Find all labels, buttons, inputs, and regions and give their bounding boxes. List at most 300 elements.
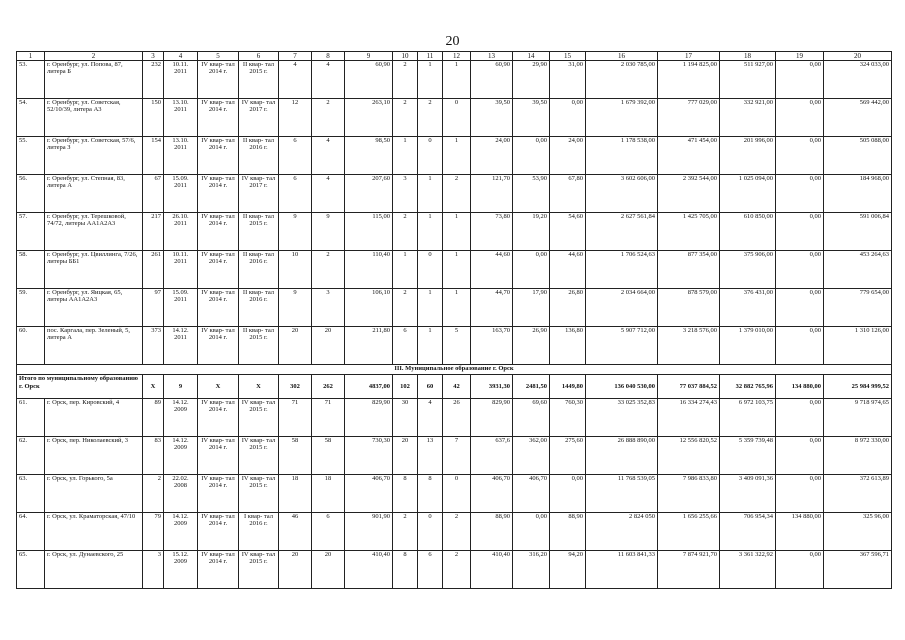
- value-cell: 150: [143, 99, 164, 137]
- value-cell: 58: [312, 437, 345, 475]
- value-cell: IV квар- тал 2014 г.: [198, 289, 239, 327]
- column-number-cell: 10: [393, 52, 418, 61]
- value-cell: 33 025 352,83: [586, 399, 658, 437]
- value-cell: 0,00: [776, 99, 824, 137]
- value-cell: IV квар- тал 2014 г.: [198, 327, 239, 365]
- value-cell: 26,90: [513, 327, 550, 365]
- value-cell: 20: [312, 327, 345, 365]
- value-cell: 15.09. 2011: [164, 175, 198, 213]
- value-cell: 67,80: [550, 175, 586, 213]
- value-cell: 471 454,00: [658, 137, 720, 175]
- value-cell: 0,00: [776, 289, 824, 327]
- address-cell: г. Орск, пер. Кировский, 4: [45, 399, 143, 437]
- value-cell: 22.02. 2008: [164, 475, 198, 513]
- value-cell: 1 025 094,00: [720, 175, 776, 213]
- value-cell: 44,60: [550, 251, 586, 289]
- value-cell: 7: [443, 437, 471, 475]
- value-cell: 0: [443, 99, 471, 137]
- total-value-cell: 25 984 999,52: [824, 375, 892, 399]
- value-cell: 3 361 322,92: [720, 551, 776, 589]
- table-row: [17, 175, 892, 213]
- total-value-cell: 9: [164, 375, 198, 399]
- total-value-cell: 102: [393, 375, 418, 399]
- value-cell: 505 088,00: [824, 137, 892, 175]
- value-cell: 2: [312, 251, 345, 289]
- page-number: 20: [445, 34, 460, 49]
- value-cell: 1: [443, 289, 471, 327]
- value-cell: 5: [443, 327, 471, 365]
- value-cell: 20: [279, 551, 312, 589]
- value-cell: 30: [393, 399, 418, 437]
- row-number-cell: 59.: [17, 289, 45, 327]
- value-cell: IV квар- тал 2014 г.: [198, 437, 239, 475]
- total-value-cell: X: [239, 375, 279, 399]
- value-cell: 1: [443, 61, 471, 99]
- value-cell: 406,70: [345, 475, 393, 513]
- value-cell: 2 034 664,00: [586, 289, 658, 327]
- value-cell: 8: [393, 475, 418, 513]
- value-cell: 1: [443, 137, 471, 175]
- value-cell: 591 006,84: [824, 213, 892, 251]
- value-cell: 201 996,00: [720, 137, 776, 175]
- column-number-row: [17, 52, 892, 61]
- column-number-cell: 5: [198, 52, 239, 61]
- row-number-cell: 56.: [17, 175, 45, 213]
- value-cell: 3 409 091,36: [720, 475, 776, 513]
- row-number-cell: 54.: [17, 99, 45, 137]
- value-cell: 6: [279, 175, 312, 213]
- total-value-cell: X: [143, 375, 164, 399]
- value-cell: 877 354,00: [658, 251, 720, 289]
- total-value-cell: 262: [312, 375, 345, 399]
- value-cell: 6: [418, 551, 443, 589]
- total-value-cell: 4837,00: [345, 375, 393, 399]
- address-cell: г. Орск, ул. Краматорская, 47/10: [45, 513, 143, 551]
- value-cell: 1 379 010,00: [720, 327, 776, 365]
- value-cell: 2: [393, 61, 418, 99]
- value-cell: 706 954,34: [720, 513, 776, 551]
- value-cell: 13.10. 2011: [164, 137, 198, 175]
- total-row: [17, 375, 892, 399]
- value-cell: 3: [312, 289, 345, 327]
- value-cell: IV квар- тал 2014 г.: [198, 61, 239, 99]
- value-cell: II квар- тал 2016 г.: [239, 137, 279, 175]
- value-cell: IV квар- тал 2014 г.: [198, 175, 239, 213]
- value-cell: 14.12. 2009: [164, 399, 198, 437]
- column-number-cell: 16: [586, 52, 658, 61]
- value-cell: 1: [418, 213, 443, 251]
- value-cell: 39,50: [513, 99, 550, 137]
- value-cell: 184 968,00: [824, 175, 892, 213]
- total-value-cell: 2481,50: [513, 375, 550, 399]
- table-row: [17, 513, 892, 551]
- value-cell: 8: [393, 551, 418, 589]
- table-row: [17, 399, 892, 437]
- value-cell: 217: [143, 213, 164, 251]
- row-number-cell: 62.: [17, 437, 45, 475]
- address-cell: г. Оренбург, ул. Цвиллинга, 7/26, литеры ББ1: [45, 251, 143, 289]
- total-value-cell: X: [198, 375, 239, 399]
- table-row: [17, 61, 892, 99]
- value-cell: 24,00: [550, 137, 586, 175]
- value-cell: 4: [312, 137, 345, 175]
- value-cell: 1: [393, 137, 418, 175]
- value-cell: 2: [393, 289, 418, 327]
- column-number-cell: 9: [345, 52, 393, 61]
- value-cell: IV квар- тал 2017 г.: [239, 99, 279, 137]
- value-cell: 3 218 576,00: [658, 327, 720, 365]
- value-cell: 15.09. 2011: [164, 289, 198, 327]
- value-cell: 0,00: [513, 137, 550, 175]
- column-number-cell: 1: [17, 52, 45, 61]
- value-cell: 31,00: [550, 61, 586, 99]
- value-cell: 232: [143, 61, 164, 99]
- total-value-cell: 136 040 530,00: [586, 375, 658, 399]
- value-cell: 60,90: [345, 61, 393, 99]
- value-cell: 9: [312, 213, 345, 251]
- value-cell: 511 927,00: [720, 61, 776, 99]
- value-cell: 777 029,00: [658, 99, 720, 137]
- value-cell: 44,60: [471, 251, 513, 289]
- value-cell: 5 359 739,48: [720, 437, 776, 475]
- value-cell: 373: [143, 327, 164, 365]
- row-number-cell: 64.: [17, 513, 45, 551]
- column-number-cell: 7: [279, 52, 312, 61]
- value-cell: 878 579,00: [658, 289, 720, 327]
- value-cell: 24,00: [471, 137, 513, 175]
- value-cell: 1: [418, 327, 443, 365]
- value-cell: 2: [443, 551, 471, 589]
- value-cell: 8: [418, 475, 443, 513]
- value-cell: 372 613,89: [824, 475, 892, 513]
- value-cell: 14.12. 2009: [164, 437, 198, 475]
- value-cell: 3: [143, 551, 164, 589]
- address-cell: г. Оренбург, ул. Терешковой, 74/72, литеры АА1А2А3: [45, 213, 143, 251]
- value-cell: IV квар- тал 2015 г.: [239, 475, 279, 513]
- value-cell: 406,70: [513, 475, 550, 513]
- value-cell: 1: [418, 175, 443, 213]
- value-cell: 13: [418, 437, 443, 475]
- total-label: Итого по муниципальному образованию г. Орск: [17, 375, 143, 399]
- value-cell: IV квар- тал 2014 г.: [198, 251, 239, 289]
- value-cell: 13.10. 2011: [164, 99, 198, 137]
- row-number-cell: 53.: [17, 61, 45, 99]
- value-cell: 2 627 561,84: [586, 213, 658, 251]
- column-number-cell: 14: [513, 52, 550, 61]
- value-cell: 1 706 524,63: [586, 251, 658, 289]
- address-cell: пос. Каргала, пер. Зеленый, 5, литера А: [45, 327, 143, 365]
- address-cell: г. Орск, ул. Дунаевского, 25: [45, 551, 143, 589]
- value-cell: 263,10: [345, 99, 393, 137]
- value-cell: 0,00: [776, 137, 824, 175]
- value-cell: 39,50: [471, 99, 513, 137]
- value-cell: 88,90: [471, 513, 513, 551]
- value-cell: 6 972 103,75: [720, 399, 776, 437]
- value-cell: 18: [279, 475, 312, 513]
- value-cell: 18: [312, 475, 345, 513]
- value-cell: 0,00: [550, 99, 586, 137]
- value-cell: 115,00: [345, 213, 393, 251]
- table-row: [17, 99, 892, 137]
- housing-program-table: [16, 51, 892, 589]
- value-cell: 1: [418, 61, 443, 99]
- total-value-cell: 32 882 765,96: [720, 375, 776, 399]
- value-cell: 67: [143, 175, 164, 213]
- value-cell: 19,20: [513, 213, 550, 251]
- value-cell: 1 310 126,00: [824, 327, 892, 365]
- value-cell: 6: [312, 513, 345, 551]
- value-cell: 26: [443, 399, 471, 437]
- value-cell: 367 596,71: [824, 551, 892, 589]
- value-cell: 20: [393, 437, 418, 475]
- value-cell: 89: [143, 399, 164, 437]
- value-cell: 4: [279, 61, 312, 99]
- value-cell: IV квар- тал 2014 г.: [198, 475, 239, 513]
- column-number-cell: 13: [471, 52, 513, 61]
- value-cell: 10: [279, 251, 312, 289]
- table-row: [17, 137, 892, 175]
- column-number-cell: 3: [143, 52, 164, 61]
- value-cell: 44,70: [471, 289, 513, 327]
- value-cell: 20: [312, 551, 345, 589]
- value-cell: 4: [418, 399, 443, 437]
- column-number-cell: 18: [720, 52, 776, 61]
- value-cell: 610 850,00: [720, 213, 776, 251]
- value-cell: II квар- тал 2016 г.: [239, 289, 279, 327]
- value-cell: 29,90: [513, 61, 550, 99]
- value-cell: 406,70: [471, 475, 513, 513]
- value-cell: 20: [279, 327, 312, 365]
- value-cell: 2 824 050: [586, 513, 658, 551]
- value-cell: 11 768 539,05: [586, 475, 658, 513]
- value-cell: 9: [279, 289, 312, 327]
- value-cell: 207,60: [345, 175, 393, 213]
- value-cell: 8 972 330,00: [824, 437, 892, 475]
- value-cell: 324 033,00: [824, 61, 892, 99]
- value-cell: 9 718 974,65: [824, 399, 892, 437]
- value-cell: 0,00: [513, 251, 550, 289]
- value-cell: IV квар- тал 2014 г.: [198, 399, 239, 437]
- value-cell: IV квар- тал 2014 г.: [198, 551, 239, 589]
- value-cell: 9: [279, 213, 312, 251]
- value-cell: IV квар- тал 2014 г.: [198, 513, 239, 551]
- value-cell: 136,80: [550, 327, 586, 365]
- value-cell: 410,40: [471, 551, 513, 589]
- value-cell: 637,6: [471, 437, 513, 475]
- value-cell: 829,90: [471, 399, 513, 437]
- value-cell: IV квар- тал 2014 г.: [198, 137, 239, 175]
- section-title: III. Муниципальное образование г. Орск: [17, 365, 892, 375]
- value-cell: IV квар- тал 2015 г.: [239, 437, 279, 475]
- table-row: [17, 437, 892, 475]
- value-cell: 10.11. 2011: [164, 61, 198, 99]
- value-cell: 163,70: [471, 327, 513, 365]
- value-cell: 11 603 841,33: [586, 551, 658, 589]
- value-cell: 46: [279, 513, 312, 551]
- value-cell: 2 030 785,00: [586, 61, 658, 99]
- column-number-cell: 20: [824, 52, 892, 61]
- value-cell: 154: [143, 137, 164, 175]
- value-cell: 2: [443, 175, 471, 213]
- value-cell: II квар- тал 2015 г.: [239, 327, 279, 365]
- value-cell: 0: [443, 475, 471, 513]
- value-cell: 211,80: [345, 327, 393, 365]
- address-cell: г. Оренбург, ул. Степная, 83, литера А: [45, 175, 143, 213]
- value-cell: 7 986 833,80: [658, 475, 720, 513]
- value-cell: 14.12. 2009: [164, 513, 198, 551]
- value-cell: 69,60: [513, 399, 550, 437]
- total-value-cell: 134 880,00: [776, 375, 824, 399]
- value-cell: 97: [143, 289, 164, 327]
- value-cell: 73,80: [471, 213, 513, 251]
- value-cell: 2: [418, 99, 443, 137]
- value-cell: 71: [312, 399, 345, 437]
- address-cell: г. Оренбург, ул. Попова, 87, литера Б: [45, 61, 143, 99]
- value-cell: 3 602 606,00: [586, 175, 658, 213]
- row-number-cell: 65.: [17, 551, 45, 589]
- value-cell: 376 431,00: [720, 289, 776, 327]
- total-value-cell: 77 037 884,52: [658, 375, 720, 399]
- column-number-cell: 8: [312, 52, 345, 61]
- value-cell: 362,00: [513, 437, 550, 475]
- total-value-cell: 3931,30: [471, 375, 513, 399]
- value-cell: 1 425 705,00: [658, 213, 720, 251]
- table-row: [17, 327, 892, 365]
- value-cell: 375 906,00: [720, 251, 776, 289]
- value-cell: 6: [393, 327, 418, 365]
- value-cell: 2: [393, 513, 418, 551]
- address-cell: г. Оренбург, ул. Яицкая, 65, литеры АА1А2А3: [45, 289, 143, 327]
- value-cell: 53,90: [513, 175, 550, 213]
- value-cell: 1: [443, 213, 471, 251]
- value-cell: 5 907 712,00: [586, 327, 658, 365]
- value-cell: 12: [279, 99, 312, 137]
- column-number-cell: 2: [45, 52, 143, 61]
- value-cell: 17,90: [513, 289, 550, 327]
- value-cell: 1 679 392,00: [586, 99, 658, 137]
- value-cell: 16 334 274,43: [658, 399, 720, 437]
- value-cell: 26,80: [550, 289, 586, 327]
- value-cell: 71: [279, 399, 312, 437]
- value-cell: 26 888 890,00: [586, 437, 658, 475]
- value-cell: 7 874 921,70: [658, 551, 720, 589]
- value-cell: 1: [418, 289, 443, 327]
- table-row: [17, 251, 892, 289]
- value-cell: IV квар- тал 2014 г.: [198, 99, 239, 137]
- value-cell: 829,90: [345, 399, 393, 437]
- value-cell: 4: [312, 175, 345, 213]
- value-cell: 0,00: [776, 213, 824, 251]
- value-cell: 901,90: [345, 513, 393, 551]
- value-cell: II квар- тал 2015 г.: [239, 213, 279, 251]
- value-cell: 121,70: [471, 175, 513, 213]
- value-cell: 0,00: [776, 251, 824, 289]
- value-cell: 0,00: [513, 513, 550, 551]
- value-cell: 0: [418, 251, 443, 289]
- value-cell: 0: [418, 137, 443, 175]
- column-number-cell: 17: [658, 52, 720, 61]
- value-cell: 730,30: [345, 437, 393, 475]
- value-cell: 3: [393, 175, 418, 213]
- value-cell: II квар- тал 2015 г.: [239, 61, 279, 99]
- value-cell: 1 656 255,66: [658, 513, 720, 551]
- address-cell: г. Орск, ул. Горького, 5а: [45, 475, 143, 513]
- value-cell: 0,00: [776, 551, 824, 589]
- value-cell: IV квар- тал 2015 г.: [239, 399, 279, 437]
- value-cell: 760,30: [550, 399, 586, 437]
- value-cell: 2: [312, 99, 345, 137]
- value-cell: 83: [143, 437, 164, 475]
- table-row: [17, 551, 892, 589]
- value-cell: 0,00: [776, 437, 824, 475]
- column-number-cell: 19: [776, 52, 824, 61]
- value-cell: 134 880,00: [776, 513, 824, 551]
- value-cell: 2: [393, 213, 418, 251]
- value-cell: 110,40: [345, 251, 393, 289]
- address-cell: г. Оренбург, ул. Советская, 52/10/39, литера А3: [45, 99, 143, 137]
- value-cell: 15.12. 2009: [164, 551, 198, 589]
- row-number-cell: 60.: [17, 327, 45, 365]
- value-cell: 106,10: [345, 289, 393, 327]
- value-cell: 2: [143, 475, 164, 513]
- total-value-cell: 302: [279, 375, 312, 399]
- value-cell: 79: [143, 513, 164, 551]
- column-number-cell: 11: [418, 52, 443, 61]
- row-number-cell: 55.: [17, 137, 45, 175]
- table-row: [17, 289, 892, 327]
- value-cell: IV квар- тал 2017 г.: [239, 175, 279, 213]
- value-cell: 1 194 825,00: [658, 61, 720, 99]
- value-cell: 410,40: [345, 551, 393, 589]
- section-header-row: [17, 365, 892, 375]
- value-cell: IV квар- тал 2015 г.: [239, 551, 279, 589]
- column-number-cell: 15: [550, 52, 586, 61]
- value-cell: 58: [279, 437, 312, 475]
- address-cell: г. Оренбург, ул. Советская, 57/6, литера З: [45, 137, 143, 175]
- table-row: [17, 213, 892, 251]
- value-cell: 779 654,00: [824, 289, 892, 327]
- value-cell: 94,20: [550, 551, 586, 589]
- value-cell: 60,90: [471, 61, 513, 99]
- table-row: [17, 475, 892, 513]
- value-cell: 14.12. 2011: [164, 327, 198, 365]
- row-number-cell: 63.: [17, 475, 45, 513]
- value-cell: 98,50: [345, 137, 393, 175]
- value-cell: 54,60: [550, 213, 586, 251]
- value-cell: 275,60: [550, 437, 586, 475]
- value-cell: 2: [393, 99, 418, 137]
- column-number-cell: 4: [164, 52, 198, 61]
- value-cell: 10.11. 2011: [164, 251, 198, 289]
- value-cell: 325 96,00: [824, 513, 892, 551]
- value-cell: 88,90: [550, 513, 586, 551]
- total-value-cell: 1449,80: [550, 375, 586, 399]
- value-cell: 0,00: [776, 327, 824, 365]
- value-cell: 6: [279, 137, 312, 175]
- value-cell: II квар- тал 2016 г.: [239, 251, 279, 289]
- value-cell: 0,00: [776, 61, 824, 99]
- value-cell: 0,00: [776, 399, 824, 437]
- value-cell: 1: [393, 251, 418, 289]
- column-number-cell: 12: [443, 52, 471, 61]
- row-number-cell: 57.: [17, 213, 45, 251]
- value-cell: 2: [443, 513, 471, 551]
- value-cell: 569 442,00: [824, 99, 892, 137]
- value-cell: 332 921,00: [720, 99, 776, 137]
- value-cell: 0: [418, 513, 443, 551]
- value-cell: I квар- тал 2016 г.: [239, 513, 279, 551]
- value-cell: 1: [443, 251, 471, 289]
